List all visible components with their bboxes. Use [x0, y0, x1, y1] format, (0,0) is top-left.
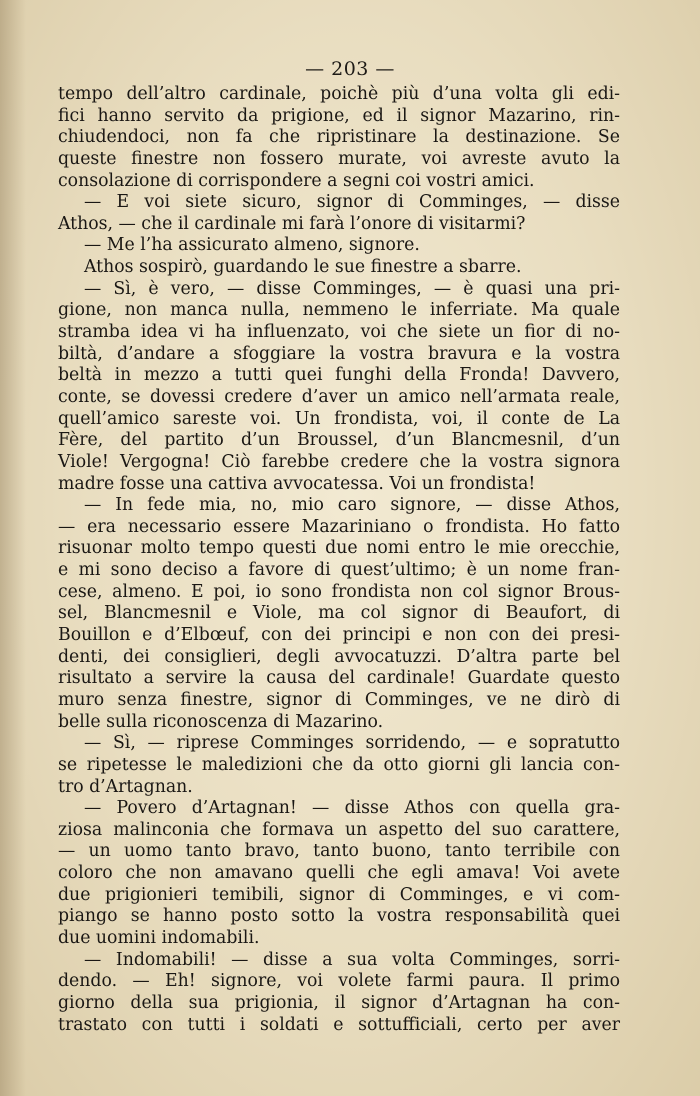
gutter-shadow — [0, 0, 26, 1096]
text-line: sel, Blancmesnil e Viole, ma col signor di Beaufort, di — [58, 603, 620, 624]
text-line: muro senza finestre, signor di Comminges, ve ne dirò di — [58, 689, 620, 710]
text-line: chiudendoci, non fa che ripristinare la destinazione. Se — [58, 127, 620, 148]
text-line: e mi sono deciso a favore di quest’ultimo; è un nome fran- — [58, 560, 620, 581]
text-line: cese, almeno. E poi, io sono frondista non col signor Brous- — [58, 581, 620, 602]
text-line: Viole! Vergogna! Ciò farebbe credere che la vostra signora — [58, 451, 620, 472]
text-line: giorno della sua prigionia, il signor d’Artagnan ha con- — [58, 992, 620, 1013]
text-line: quell’amico sareste voi. Un frondista, voi, il conte de La — [58, 408, 620, 429]
text-line: denti, dei consiglieri, degli avvocatuzzi. D’altra parte bel — [58, 646, 620, 667]
text-line: belle sulla riconoscenza di Mazarino. — [58, 711, 384, 732]
body-text — [58, 84, 620, 1036]
text-line: queste finestre non fossero murate, voi avreste avuto la — [58, 148, 620, 169]
page-number: — 203 — — [305, 58, 395, 80]
text-line: conte, se dovessi credere d’aver un amico nell’armata reale, — [58, 386, 620, 407]
text-line: — E voi siete sicuro, signor di Comminges, — disse — [84, 192, 620, 213]
text-line: risuonar molto tempo questi due nomi entro le mie orecchie, — [58, 538, 620, 559]
text-line: se ripetesse le maledizioni che da otto giorni gli lancia con- — [58, 754, 620, 775]
text-line: — Me l’ha assicurato almeno, signore. — [84, 235, 420, 256]
text-line: coloro che non amavano quelli che egli amava! Voi avete — [58, 863, 620, 884]
text-line: trastato con tutti i soldati e sottufficiali, certo per aver — [58, 1014, 620, 1035]
text-line: due prigionieri temibili, signor di Comminges, e vi com- — [58, 884, 620, 905]
text-line: dendo. — Eh! signore, voi volete farmi paura. Il primo — [58, 971, 620, 992]
text-line: — Indomabili! — disse a sua volta Comminges, sorri- — [84, 949, 620, 970]
text-line: Bouillon e d’Elbœuf, con dei principi e non con dei presi- — [58, 625, 620, 646]
text-line: Athos, — che il cardinale mi farà l’onore di visitarmi? — [58, 213, 526, 234]
text-line: piango se hanno posto sotto la vostra responsabilità quei — [58, 906, 620, 927]
text-line: gione, non manca nulla, nemmeno le inferriate. Ma quale — [58, 300, 620, 321]
text-line: Athos sospirò, guardando le sue finestre a sbarre. — [84, 257, 522, 278]
text-line: biltà, d’andare a sfoggiare la vostra bravura e la vostra — [58, 343, 620, 364]
text-line: consolazione di corrispondere a segni coi vostri amici. — [58, 170, 535, 191]
text-line: — era necessario essere Mazariniano o frondista. Ho fatto — [58, 516, 620, 537]
text-line: tro d’Artagnan. — [58, 776, 193, 797]
text-line: fici hanno servito da prigione, ed il signor Mazarino, rin- — [58, 105, 620, 126]
text-line: — Sì, — riprese Comminges sorridendo, — e sopratutto — [84, 733, 620, 754]
text-line: Fère, del partito d’un Broussel, d’un Blancmesnil, d’un — [58, 430, 620, 451]
text-line: beltà in mezzo a tutti quei funghi della Fronda! Davvero, — [58, 365, 620, 386]
text-line: madre fosse una cattiva avvocatessa. Voi un frondista! — [58, 473, 536, 494]
text-line: due uomini indomabili. — [58, 927, 260, 948]
text-line: — Sì, è vero, — disse Comminges, — è quasi una pri- — [84, 278, 620, 299]
text-line: — un uomo tanto bravo, tanto buono, tanto terribile con — [58, 841, 620, 862]
text-line: tempo dell’altro cardinale, poichè più d’una volta gli edi- — [58, 84, 620, 104]
text-line: ziosa malinconia che formava un aspetto del suo carattere, — [58, 819, 620, 840]
text-line: stramba idea vi ha influenzato, voi che siete un fior di no- — [58, 322, 620, 343]
text-line: — Povero d’Artagnan! — disse Athos con quella gra- — [84, 798, 620, 819]
text-line: — In fede mia, no, mio caro signore, — disse Athos, — [84, 495, 620, 516]
text-line: risultato a servire la causa del cardinale! Guardate questo — [58, 668, 620, 689]
